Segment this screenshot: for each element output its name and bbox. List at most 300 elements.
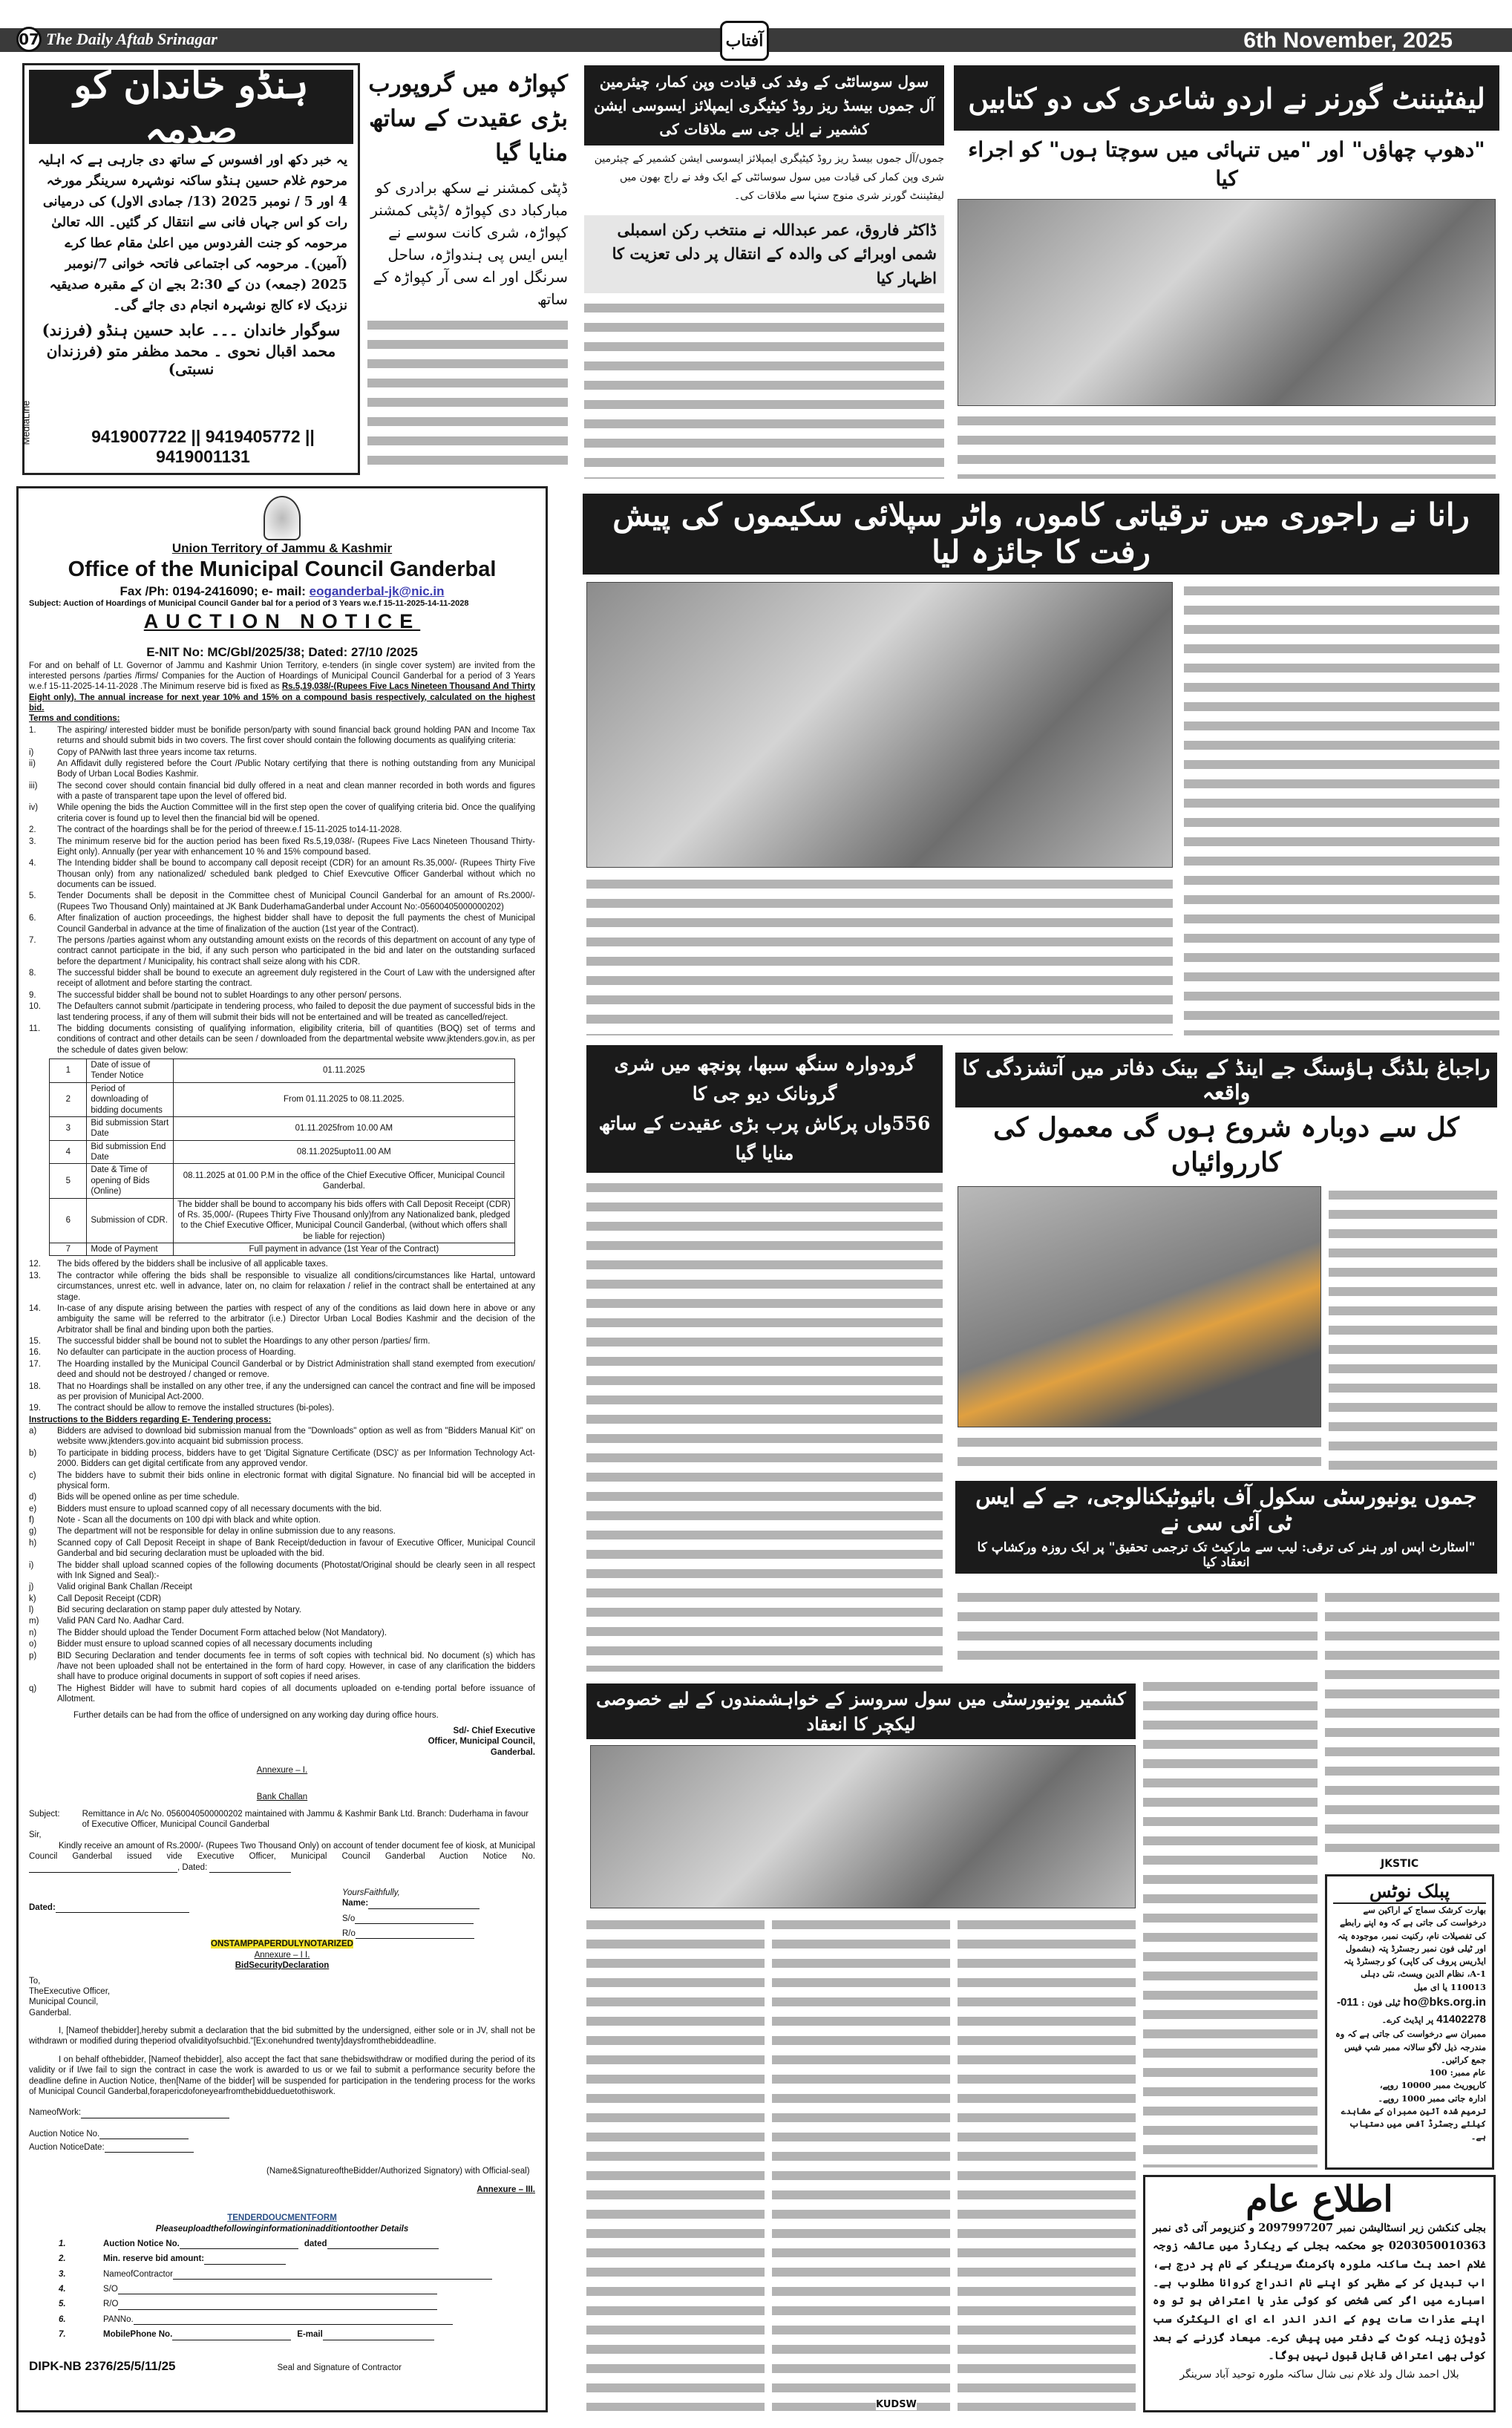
term-number: 4.	[29, 859, 36, 868]
stamp-paper-note: ONSTAMPPAPERDULYNOTARIZED	[211, 1940, 353, 1949]
schedule-row	[50, 1140, 514, 1164]
term-item	[29, 1616, 535, 1626]
form-item	[59, 2329, 535, 2340]
ut-title: Union Territory of Jammu & Kashmir	[171, 541, 393, 555]
lg-story	[954, 65, 1499, 479]
fee-institutional: ادارہ جاتی ممبر 1000 روپے۔	[1378, 2092, 1486, 2104]
public-notice-title: پبلک نوٹس	[1333, 1879, 1486, 1904]
term-text: The aspiring/ interested bidder must be bonifide person/party with sound financial back ground holding PAN and Income Tax returns and should submit bids in two covers. The first cover should contain the following documents as qualifying criteria:	[57, 725, 535, 746]
schedule-row	[50, 1198, 514, 1243]
term-number: l)	[29, 1606, 34, 1614]
form-item	[59, 2254, 535, 2264]
lg-book-release-photo	[958, 199, 1496, 406]
term-number: a)	[29, 1427, 37, 1436]
term-number: o)	[29, 1640, 37, 1649]
so-field[interactable]	[355, 1914, 474, 1924]
term-number: 19.	[29, 1404, 41, 1413]
jammu-univ-body-text	[958, 1588, 1318, 1670]
schedule-row	[50, 1116, 514, 1140]
term-text: Bids will be opened online as per time schedule.	[57, 1493, 240, 1502]
bank-challan-title: Bank Challan	[256, 1793, 308, 1802]
challan-body: Kindly receive an amount of Rs.2000/- (Rupees Two Thousand Only) on account of tender document fee of kiosk, at Municipal Council Ganderbal issued vide Executive Officer, Municipal Council Ganderbal Auction Notice No.	[29, 1841, 535, 1862]
form-item-label: PANNo.	[103, 2314, 134, 2324]
term-number: h)	[29, 1538, 37, 1548]
etender-instructions	[29, 1426, 535, 1704]
civil-society-headline: سول سوسائٹی کے وفد کی قیادت وپن کمار، چیئرمین آل جموں بیسڈ ریز روڈ کیٹیگری ایمپلائز ایسوسی ایشن کشمیر نے ایل جی سے ملاقات کی	[584, 65, 944, 145]
term-text: The minimum reserve bid for the auction period has been fixed Rs.5,19,038/- (Rupees Five Lacs Nineteen Thousand Thirty-Eight only). Annually (per year with enhancement 10 % and 15% compound based.	[57, 837, 535, 857]
declaration-2: I on behalf ofthebidder, [Nameof thebidder], also accept the fact that sane thebidswithdraw or modified during the period of its validity or if I/we fail to sign the contract in case the work is awarded to us or we fail to submit a performance security before the deadline define in Auction Notice, then[Name of the bidder] will be suspended for participation in the tendering process for the works of Municipal Council Ganderbal,forapericdofoneyearfromthebiddueduetothiswork.	[29, 2055, 535, 2096]
term-number: q)	[29, 1683, 37, 1693]
auction-date-label: Auction NoticeDate:	[29, 2143, 105, 2152]
jkstic-tag: JKSTIC	[1381, 1858, 1419, 1870]
bank-fire-photo	[958, 1186, 1321, 1427]
term-text: Bid securing declaration on stamp paper duly attested by Notary.	[57, 1606, 301, 1614]
form-item-field	[103, 2284, 437, 2294]
term-text: The contract of the hoardings shall be for the period of threew.e.f 15-11-2025 to14-11-2028.	[57, 825, 402, 835]
term-text: The bids offered by the bidders shall be inclusive of all applicable taxes.	[57, 1260, 328, 1269]
ro-field[interactable]	[356, 1929, 474, 1939]
schedule-value: From 01.11.2025 to 08.11.2025.	[173, 1082, 514, 1116]
issue-date: 6th November, 2025	[1243, 28, 1453, 53]
term-item	[29, 759, 535, 780]
fee-corporate: کارپوریٹ ممبر 10000 روپے،	[1379, 2080, 1486, 2091]
challan-subject: Remittance in A/c No. 0560040500000202 maintained with Jammu & Kashmir Bank Ltd. Branch: Duderhama in favour of Executive Officer, Municipal Council Ganderbal	[82, 1809, 529, 1829]
gurdwara-body-text	[586, 1179, 943, 1672]
term-number: 15.	[29, 1337, 41, 1346]
kashmir-univ-body-col-2	[772, 1916, 950, 2411]
schedule-row	[50, 1243, 514, 1256]
term-text: In-case of any dispute arising between the parties with respect of any of the conditions as laid down here in above or any ambiguity the same will be referred to the arbitrator (i.e.) Director Urban Local Bodies Kashmir and the decision of the Arbitrator shall be final and binding upon both the parties.	[57, 1303, 535, 1335]
form-item	[59, 2284, 535, 2294]
term-item	[29, 1259, 535, 1269]
term-number: 16.	[29, 1348, 41, 1358]
term-number: d)	[29, 1493, 37, 1502]
contact-line: Fax /Ph: 0194-2416090; e- mail:	[120, 583, 310, 598]
tender-document-form	[59, 2239, 535, 2340]
kashmir-univ-body-col-3	[958, 1916, 1136, 2411]
term-number: 17.	[29, 1359, 41, 1369]
schedule-value: 08.11.2025upto11.00 AM	[173, 1140, 514, 1164]
public-notice	[1325, 1874, 1494, 2170]
form-item	[59, 2314, 535, 2325]
term-number: f)	[29, 1516, 35, 1525]
form-subtitle: Pleaseuploadthefollowinginformationinadditiontoother Details	[155, 2224, 409, 2234]
form-item-number: 3.	[59, 2269, 66, 2279]
term-number: 3.	[29, 837, 36, 846]
term-item	[29, 1594, 535, 1604]
schedule-item: Submission of CDR.	[87, 1198, 174, 1243]
term-item	[29, 1381, 535, 1403]
agency-credit: MediaLine	[20, 400, 32, 445]
term-number: i)	[29, 1560, 34, 1570]
name-field[interactable]	[368, 1899, 480, 1909]
term-number: iv)	[29, 803, 39, 813]
term-number: 7.	[29, 935, 36, 945]
terms-list-continued	[29, 1259, 535, 1413]
public-notice-body: بھارت کرشک سماج کے اراکین سے درخواست کی جاتی ہے کہ وہ اپنے رابطے کی تفصیلات نام، رکنیت نمبر، موجودہ پتہ اور ٹیلی فون نمبر رجسٹرڈ پتہ (بشمول ایڈریس پروف کی کاپی) کو رجسٹرڈ پتہ A-1، نظام الدین ویسٹ، نئی دہلی 110013 یا ای میل	[1338, 1905, 1486, 1992]
public-notice-phone: 011-41402278	[1336, 1995, 1486, 2026]
schedule-item: Bid submission Start Date	[87, 1116, 174, 1140]
term-item	[29, 1024, 535, 1056]
term-text: The Bidder should upload the Tender Document Form attached below (Not Mandatory).	[57, 1628, 387, 1637]
schedule-item: Date of issue of Tender Notice	[87, 1059, 174, 1083]
term-text: BID Securing Declaration and tender documents fee in terms of soft copies with technical bid. No document (s) which has /have not been uploaded shall not be entertained in the form of hard copy. However, in case of any clarification the bidders shall have to produce original documents in support of soft copies if need arises.	[57, 1651, 535, 1682]
term-text: The Intending bidder shall be bound to accompany call deposit receipt (CDR) for an amount Rs.35,000/- (Rupees Thirty Five Thousan only) from any nationalized/ scheduled bank pledged to Chief Exevcutive Officer Ganderbal without which no documents can be issued.	[57, 859, 535, 889]
addressee: To, TheExecutive Officer, Municipal Council, Ganderbal.	[29, 1976, 111, 2018]
term-text: Valid original Bank Challan /Receipt	[57, 1583, 192, 1592]
term-number: iii)	[29, 781, 38, 791]
obituary-mourners: سوگوار خاندان ۔۔۔ عابد حسین ہنڈو (فرزند)	[42, 321, 341, 339]
term-item	[29, 891, 535, 912]
rana-headline: رانا نے راجوری میں ترقیاتی کاموں، واٹر سپلائی سکیموں کی پیش رفت کا جائزہ لیا	[583, 494, 1499, 575]
notice-title: AUCTION NOTICE	[143, 609, 421, 632]
kashmir-univ-lecture-photo	[590, 1745, 1136, 1908]
schedule-value: 01.11.2025	[173, 1059, 514, 1083]
declaration-1: I, [Nameof thebidder],hereby submit a declaration that the bid submitted by the undersigned, either sole or in JV, shall not be withdrawn or modified during theperiod ofvalidityofsuchbid."[Ex:onehundred twenty]daysfromthebiddeadline.	[29, 2026, 535, 2046]
term-item	[29, 1639, 535, 1649]
term-item	[29, 1403, 535, 1413]
civil-society-column	[584, 65, 944, 479]
term-item	[29, 1359, 535, 1381]
term-number: n)	[29, 1628, 37, 1637]
term-number: c)	[29, 1470, 36, 1480]
form-item	[59, 2299, 535, 2309]
term-item	[29, 968, 535, 989]
schedule-value: The bidder shall be bound to accompany his bids offers with Call Deposit Receipt (CDR) of Rs. 35,000/- (Rupees Thirty Five Thousand only)from any Nationalized bank, pledged to the Chief Executive Officer, Municipal Council Ganderbal, (without which offers shall be liable for rejection)	[173, 1198, 514, 1243]
term-item	[29, 1538, 535, 1560]
form-item-label: Auction Notice No.	[103, 2239, 180, 2248]
term-text: Bidder must ensure to upload scanned copies of all necessary documents including	[57, 1640, 373, 1649]
kupwara-headline: کپواڑہ میں گروپورب بڑی عقیدت کے ساتھ منایا گیا	[368, 71, 568, 166]
schedule-value: 08.11.2025 at 01.00 P.M in the office of the Chief Executive Officer, Municipal Council Ganderbal.	[173, 1164, 514, 1198]
form-item-label: NameofContractor	[103, 2269, 173, 2279]
form-item-label: MobilePhone No.	[103, 2330, 173, 2340]
term-text: Valid PAN Card No. Aadhar Card.	[57, 1617, 184, 1626]
jammu-univ-headline	[955, 1481, 1497, 1574]
schedule-item: Mode of Payment	[87, 1243, 174, 1256]
rana-review-meeting-photo	[586, 582, 1173, 868]
annexure-3: Annexure – III.	[477, 2185, 535, 2194]
rajbagh-subheadline: کل سے دوبارہ شروع ہوں گی معمول کی کارروائیاں	[993, 1112, 1459, 1178]
term-text: The persons /parties against whom any outstanding amount exists on the records of this department on account of any type of contract cannot participate in the bid, if any such person who participated in the bid and later on the outstanding surfaced before the department / Municipality, his contract shall seize along with his CDR.	[57, 935, 535, 966]
form-title: TENDERDOUCMENTFORM	[227, 2213, 337, 2223]
form-item	[59, 2269, 535, 2280]
form-item-input[interactable]	[204, 2255, 286, 2265]
term-number: 5.	[29, 891, 36, 901]
term-text: Tender Documents shall be deposit in the Committee chest of Municipal Council Ganderbal for an amount of Rs.2000/-(Rupees Two Thousand Only) maintained at JK Bank DuderhamaGanderbal under Account No:-05600405000000202)	[57, 891, 535, 912]
term-number: ii)	[29, 759, 36, 768]
further-details: Further details can be had from the office of undersigned on any working day during office hours.	[73, 1711, 439, 1721]
signatory: Sd/- Chief Executive Officer, Municipal Council, Ganderbal.	[428, 1726, 535, 1757]
page-number: 07	[16, 27, 42, 52]
obituary-relatives: محمد اقبال نحوی ۔ محمد مظفر متو (فرزندان نسبتی)	[46, 342, 336, 378]
terms-list	[29, 725, 535, 1056]
term-item	[29, 1001, 535, 1023]
form-item-input[interactable]	[172, 2331, 291, 2340]
so-label: S/o	[342, 1914, 356, 1923]
kupwara-body-text	[367, 316, 568, 476]
term-text: The contract should be allow to remove the installed structures (bi-poles).	[57, 1404, 335, 1413]
schedule-no: 4	[50, 1140, 87, 1164]
kashmir-univ-headline: کشمیر یونیورسٹی میں سول سروسز کے خواہشمندوں کے لیے خصوصی لیکچر کا انعقاد	[586, 1683, 1136, 1739]
dated-field[interactable]	[56, 1903, 189, 1913]
term-item	[29, 1470, 535, 1492]
term-text: To participate in bidding process, bidders have to get 'Digital Signature Certificate (DSC)' as per Information Technology Act-2000. Bidders can get digital certificate from any approved vendor.	[57, 1448, 535, 1469]
term-item	[29, 1683, 535, 1705]
rana-body-text-below-photo	[586, 875, 1173, 1035]
form-item-label: S/O	[103, 2285, 118, 2294]
challan-dated: , Dated:	[177, 1862, 208, 1872]
form-item-number: 7.	[59, 2330, 66, 2340]
lg-body-text	[958, 412, 1496, 479]
form-item-field	[103, 2329, 434, 2340]
office-email-link[interactable]: eoganderbal-jk@nic.in	[309, 583, 445, 598]
term-item	[29, 781, 535, 802]
term-text: Scanned copy of Call Deposit Receipt in shape of Bank Receipt/deduction in favour of Executive Officer, Municipal Council Ganderbal and bid securing declaration must be uploaded with the bid.	[57, 1538, 535, 1559]
jammu-univ-headline-main: جموں یونیورسٹی سکول آف بائیوٹیکنالوجی، جے کے ایس ٹی آئی سی نے	[975, 1484, 1477, 1536]
term-number: j)	[29, 1583, 34, 1592]
dated-label: Dated:	[29, 1902, 56, 1912]
general-notice	[1143, 2175, 1496, 2412]
name-of-work-label: NameofWork:	[29, 2108, 82, 2118]
rana-story	[583, 494, 1499, 1035]
public-notice-update: پر اپڈیٹ کرے۔	[1381, 2014, 1434, 2025]
term-text: An Affidavit dully registered before the Court /Public Notary certifying that there is nothing outstanding from any Municipal Body of Urban Local Bodies Kashmir.	[57, 759, 535, 779]
rana-body-text-side	[1184, 582, 1499, 1035]
form-item-input[interactable]	[173, 2270, 492, 2280]
public-notice-email: ho@bks.org.in	[1403, 1995, 1486, 2009]
term-number: 11.	[29, 1024, 41, 1033]
form-item-input[interactable]	[180, 2239, 298, 2249]
term-number: 14.	[29, 1303, 41, 1313]
auction-notice	[16, 486, 548, 2412]
schedule-no: 3	[50, 1116, 87, 1140]
term-text: The bidders have to submit their bids online in electronic format with digital Signature. No financial bid will be accepted in physical form.	[57, 1470, 535, 1490]
term-text: The bidder shall upload scanned copies of the following documents (Photostat/Original should be clearly seen in all respect with Ink Signed and Seal):-	[57, 1560, 535, 1580]
term-item	[29, 1560, 535, 1582]
schedule-item: Date & Time of opening of Bids (Online)	[87, 1164, 174, 1198]
office-title: Office of the Municipal Council Ganderbal	[68, 557, 497, 582]
gurdwara-headline-line-2: 556واں پرکاش پرب بڑی عقیدت کے ساتھ منایا گیا	[598, 1113, 931, 1164]
form-item-field	[103, 2299, 437, 2309]
term-number: k)	[29, 1594, 36, 1603]
kashmir-univ-body-col-1	[586, 1916, 765, 2411]
term-item	[29, 1492, 535, 1502]
term-item	[29, 990, 535, 1001]
farooq-body-text	[584, 299, 944, 479]
schedule-item: Period of downloading of bidding documents	[87, 1082, 174, 1116]
term-item	[29, 858, 535, 890]
form-item-label: R/O	[103, 2300, 119, 2309]
term-text: The Highest Bidder will have to submit hard copies of all documents uploaded on e-tending portal before issuance of Allotment.	[57, 1683, 535, 1704]
term-item	[29, 1582, 535, 1592]
fee-general: عام ممبر: 100	[1429, 2067, 1486, 2078]
form-item-number: 5.	[59, 2300, 66, 2309]
form-item-extra: E-mail	[297, 2330, 323, 2340]
kupwara-story	[367, 67, 568, 475]
public-notice-phone-label: ٹیلی فون :	[1361, 1997, 1401, 2008]
schedule-value: 01.11.2025from 10.00 AM	[173, 1116, 514, 1140]
form-item-input[interactable]	[118, 2285, 437, 2294]
paper-name: The Daily Aftab Srinagar	[46, 30, 217, 48]
term-item	[29, 1605, 535, 1615]
form-item-field	[103, 2314, 453, 2325]
rajbagh-body-text	[1329, 1186, 1497, 1472]
schedule-row	[50, 1164, 514, 1198]
term-item	[29, 1271, 535, 1303]
dipk-number: DIPK-NB 2376/25/5/11/25	[29, 2358, 176, 2373]
rajbagh-story	[955, 1053, 1497, 1472]
obituary-phones: 9419007722 || 9419405772 || 9419001131	[91, 427, 315, 466]
term-item	[29, 1504, 535, 1514]
term-number: b)	[29, 1448, 37, 1458]
form-item-number: 6.	[59, 2314, 66, 2324]
form-item-input[interactable]	[134, 2315, 453, 2325]
term-text: The successful bidder shall be bound to execute an agreement duly registered in the Court of Law with the undersigned after receipt of allotment and before starting the contract.	[57, 969, 535, 989]
kupwara-lead: ڈپٹی کمشنر نے سکھ برادری کو مبارکباد دی کپواڑہ /ڈپٹی کمشنر کپواڑہ، شری کانت سوسے نے ایس ایس پی ہندواڑہ، ساحل سرنگل اور اے سی آر کپواڑہ کے ساتھ	[370, 178, 568, 308]
term-text: The Defaulters cannot submit /participate in tendering process, who failed to deposit the due payment of successful bids in the last tendering process, if any of them will submit their bids will not be entertained and will be treated as cancelled/reject.	[57, 1002, 535, 1022]
term-item	[29, 1426, 535, 1447]
ro-label: R/o	[342, 1929, 356, 1938]
public-notice-footer: ترمیم شدہ آئین ممبران کے مشاہدے کیلئے رجسٹرڈ آفس میں دستیاب ہے۔	[1341, 2105, 1486, 2142]
term-number: i)	[29, 747, 34, 757]
term-text: After finalization of auction proceedings, the highest bidder shall have to deposit the full payments the chest of Municipal Council Ganderbal in advance at the time of finalization of the auction (1st year of the Contract).	[57, 914, 535, 934]
lg-headline: لیفٹیننٹ گورنر نے اردو شاعری کی دو کتابیں	[954, 65, 1499, 131]
term-number: 1.	[29, 725, 36, 735]
term-text: The second cover should contain financial bid dully offered in a neat and clean manner recorded in both words and figures with a paste of transparent tape upon the level of offered bid.	[57, 781, 535, 801]
kashmir-univ-story	[586, 1683, 1136, 2411]
form-item	[59, 2239, 535, 2249]
obituary-title: ہنڈو خاندان کو صدمہ	[29, 70, 353, 144]
term-number: m)	[29, 1617, 39, 1626]
form-item-input[interactable]	[323, 2331, 434, 2340]
bidder-signature-label: (Name&SignatureoftheBidder/Authorized Signatory) with Official-seal)	[266, 2167, 530, 2176]
term-item	[29, 1515, 535, 1525]
term-number: 12.	[29, 1260, 41, 1269]
term-item	[29, 913, 535, 935]
form-item-field	[103, 2269, 492, 2280]
schedule-no: 2	[50, 1082, 87, 1116]
jammu-univ-subheadline: "اسٹارٹ اپس اور ہنر کی ترقی: لیب سے مارکیٹ تک ترجمی تحقیق" پر ایک روزہ ورکشاپ کا انعقاد کیا	[977, 1539, 1476, 1571]
auction-no-label: Auction Notice No.	[29, 2129, 100, 2139]
term-text: The Hoarding installed by the Municipal Council Ganderbal or by District Administration shall stand exempted from execution/ deed and should not be destroyed / changed or remove.	[57, 1359, 535, 1380]
form-item-number: 2.	[59, 2254, 66, 2264]
kudsw-tag: KUDSW	[876, 2399, 917, 2410]
form-item-input[interactable]	[118, 2300, 437, 2310]
term-number: 13.	[29, 1271, 41, 1280]
schedule-no: 7	[50, 1243, 87, 1256]
jammu-univ-body-text-col	[1143, 1678, 1318, 2167]
challan-subject-label: Subject:	[29, 1809, 60, 1819]
term-text: That no Hoardings shall be installed on any other tree, if any the undersigned can cancel the contract and fine will be imposed as per provision of Municipal Act-2000.	[57, 1381, 535, 1401]
term-text: Note - Scan all the documents on 100 dpi with black and white option.	[57, 1516, 321, 1525]
term-text: Call Deposit Receipt (CDR)	[57, 1594, 161, 1603]
obituary-ad	[22, 63, 360, 475]
general-notice-signature: بلال احمد شال ولد غلام نبی شال ساکنہ ملورہ توحید آباد سرینگر	[1179, 2368, 1459, 2380]
term-number: p)	[29, 1651, 37, 1660]
term-item	[29, 1336, 535, 1346]
term-text: The department will not be responsible for delay in online submission due to any reasons.	[57, 1527, 396, 1537]
gurdwara-headline	[586, 1045, 943, 1173]
general-notice-title: اطلاع عام	[1246, 2179, 1393, 2220]
form-item-label: Min. reserve bid amount:	[103, 2254, 205, 2264]
bid-security-title: BidSecurityDeclaration	[235, 1961, 330, 1971]
term-text: Bidders are advised to download bid submission manual from the "Downloads" option as well as from "Bidders Manual Kit" on website www.jktenders.gov.into acquaint bid submission process.	[57, 1427, 535, 1447]
form-item-extra: dated	[304, 2239, 327, 2248]
term-item	[29, 825, 535, 835]
yours-faithfully: YoursFaithfully,	[342, 1888, 400, 1897]
term-number: 2.	[29, 825, 36, 835]
newspaper-logo: آفتاب	[720, 21, 769, 61]
notice-intro: For and on behalf of Lt. Governor of Jammu and Kashmir Union Territory, e-tenders (in single cover system) are invited from the interested persons /parties /firms/ Companies for the Auction of Hoardings of Municipal Council Ganderbal for a period of 3 Years w.e.f 15-11-2025-14-11-2028 .The Minimum reserve bid is fixed as	[29, 661, 535, 692]
term-text: Bidders must ensure to upload scanned copy of all necessary documents with the bid.	[57, 1504, 382, 1514]
farooq-headline: ڈاکٹر فاروق، عمر عبداللہ نے منتخب رکن اسمبلی شمی اوبرائے کی والدہ کے انتقال پر دلی تعزیت کا اظہار کیا	[584, 215, 944, 294]
seal-signature-label: Seal and Signature of Contractor	[277, 2363, 402, 2373]
form-item-number: 4.	[59, 2285, 66, 2294]
general-notice-body: بجلی کنکشن زیر انسٹالیشن نمبر 2097997207 و کنزیومر آئی ڈی نمبر 0203050010363 جو محکمہ بجلی کے ریکارڈ میں عائشہ زوجہ غلام احمد بٹ ساکنہ ملورہ ہاکرمنگ سرینگر کے نام پر درج ہے، اب تبدیل کر کے مظہر کو اپنے نام اندراج کروانا مطلوب ہے۔ اسبارے میں اگر کسی شخص کو کوئی عذر یا اعتراض ہو تو وہ اپنے عذرات سات یوم کے اندر اندر اے ای ای الیکٹرک سب ڈویژن زینہ کوٹ کے دفتر میں پیش کرے۔ میعاد گزرنے کے بعد کوئی بھی اعتراض قابل قبول نہیں ہوگا۔	[1153, 2221, 1486, 2363]
rajbagh-headline: راجباغ بلڈنگ ہاؤسنگ جے اینڈ کے بینک دفاتر میں آتشزدگی کا واقعہ	[955, 1053, 1497, 1107]
annexure-2: Annexure – I I.	[254, 1950, 310, 1960]
schedule-table	[49, 1058, 514, 1256]
jammu-univ-body-text-right	[1325, 1588, 1499, 1852]
terms-title: Terms and conditions:	[29, 714, 120, 724]
schedule-row	[50, 1059, 514, 1083]
schedule-row	[50, 1082, 514, 1116]
lg-subheadline: "دھوپ چھاؤں" اور "میں تنہائی میں سوچتا ہوں" کو اجراء کیا	[968, 137, 1485, 192]
term-text: The successful bidder shall be bound not to sublet Hoardings to any other person/ persons.	[57, 990, 402, 1000]
term-item	[29, 725, 535, 747]
schedule-no: 6	[50, 1198, 87, 1243]
notice-subject: Subject: Auction of Hoardings of Municipal Council Gander bal for a period of 3 Years w.e.f 15-11-2025-14-11-2028	[29, 598, 469, 608]
term-number: g)	[29, 1527, 37, 1537]
form-item-number: 1.	[59, 2239, 66, 2248]
gurdwara-headline-line-1: گرودوارہ سنگھ سبھا، پونچھ میں شری گرونانک دیو جی کا	[614, 1053, 915, 1105]
term-number: 9.	[29, 990, 36, 1000]
schedule-value: Full payment in advance (1st Year of the Contract)	[173, 1243, 514, 1256]
rajbagh-caption	[958, 1433, 1321, 1472]
form-item-field	[103, 2239, 439, 2249]
obituary-body: یہ خبر دکھ اور افسوس کے ساتھ دی جارہی ہے کہ اہلیہ مرحوم غلام حسین ہنڈو ساکنہ نوشہرہ سرینگر مورخہ 4 اور 5 / نومبر 2025 (13/ جمادی الاول) کی درمیانی رات کو اس جہاں فانی سے انتقال کر گئیں۔ اللہ تعالیٰ مرحومہ کو جنت الفردوس میں اعلیٰ مقام عطا کرے (آمین)۔ مرحومہ کی اجتماعی فاتحہ خوانی 7/نومبر 2025 (جمعہ) دن کے 2:30 بجے ان کے مقبرہ صدیقیہ نزدیک لاء کالج نوشہرہ انجام دی جائے گی۔	[37, 153, 347, 313]
term-text: The successful bidder shall be bound not to sublet the Hoardings to any other person /parties/ firm.	[57, 1337, 431, 1346]
annexure-1: Annexure – I.	[256, 1765, 308, 1775]
salutation: Sir,	[29, 1830, 42, 1840]
term-item	[29, 1628, 535, 1638]
term-number: 18.	[29, 1381, 41, 1391]
gurdwara-story	[586, 1045, 943, 1672]
etender-title: Instructions to the Bidders regarding E- Tendering process:	[29, 1415, 272, 1424]
term-text: No defaulter can participate in the auction process of Hoarding.	[57, 1348, 296, 1358]
name-label: Name:	[342, 1899, 369, 1908]
public-notice-fees-intro: ممبران سے درخواست کی جاتی ہے کہ وہ مندرجہ ذیل لاگو سالانہ ممبر شپ فیس جمع کرائیں۔	[1335, 2029, 1486, 2065]
term-item	[29, 1303, 535, 1335]
form-item-input[interactable]	[327, 2239, 439, 2249]
term-number: 8.	[29, 969, 36, 978]
enit-number: E-NIT No: MC/Gbl/2025/38; Dated: 27/10 /2025	[146, 645, 418, 660]
term-number: 6.	[29, 914, 36, 923]
schedule-no: 5	[50, 1164, 87, 1198]
schedule-no: 1	[50, 1059, 87, 1083]
civil-society-lead: جموں/آل جموں بیسڈ ریز روڈ کیٹیگری ایمپلائز ایسوسی ایشن کشمیر کے چیئرمین شری وپن کمار کی قیادت میں سول سوسائٹی کے ایک وفد نے راج بھون میں لیفٹیننٹ گورنر شری منوج سنہا سے ملاقات کی۔	[594, 153, 944, 203]
term-item	[29, 802, 535, 824]
term-item	[29, 837, 535, 858]
term-item	[29, 935, 535, 967]
term-text: Copy of PANwith last three years income tax returns.	[57, 747, 257, 757]
notice-reserve-bid: Rs.5,19,038/-(Rupees Five Lacs Nineteen Thousand And Thirty Eight only). The annual increase for next year 10% and 15% on a compound basis respectively, calculated on the highest bid.	[29, 682, 535, 713]
term-text: While opening the bids the Auction Committee will in the first step open the cover of qualifying criteria bid. Once the qualifying criteria cover is found up to level then the financial bid will be opened.	[57, 803, 535, 823]
term-number: 10.	[29, 1002, 41, 1012]
term-item	[29, 1526, 535, 1537]
term-item	[29, 1347, 535, 1358]
